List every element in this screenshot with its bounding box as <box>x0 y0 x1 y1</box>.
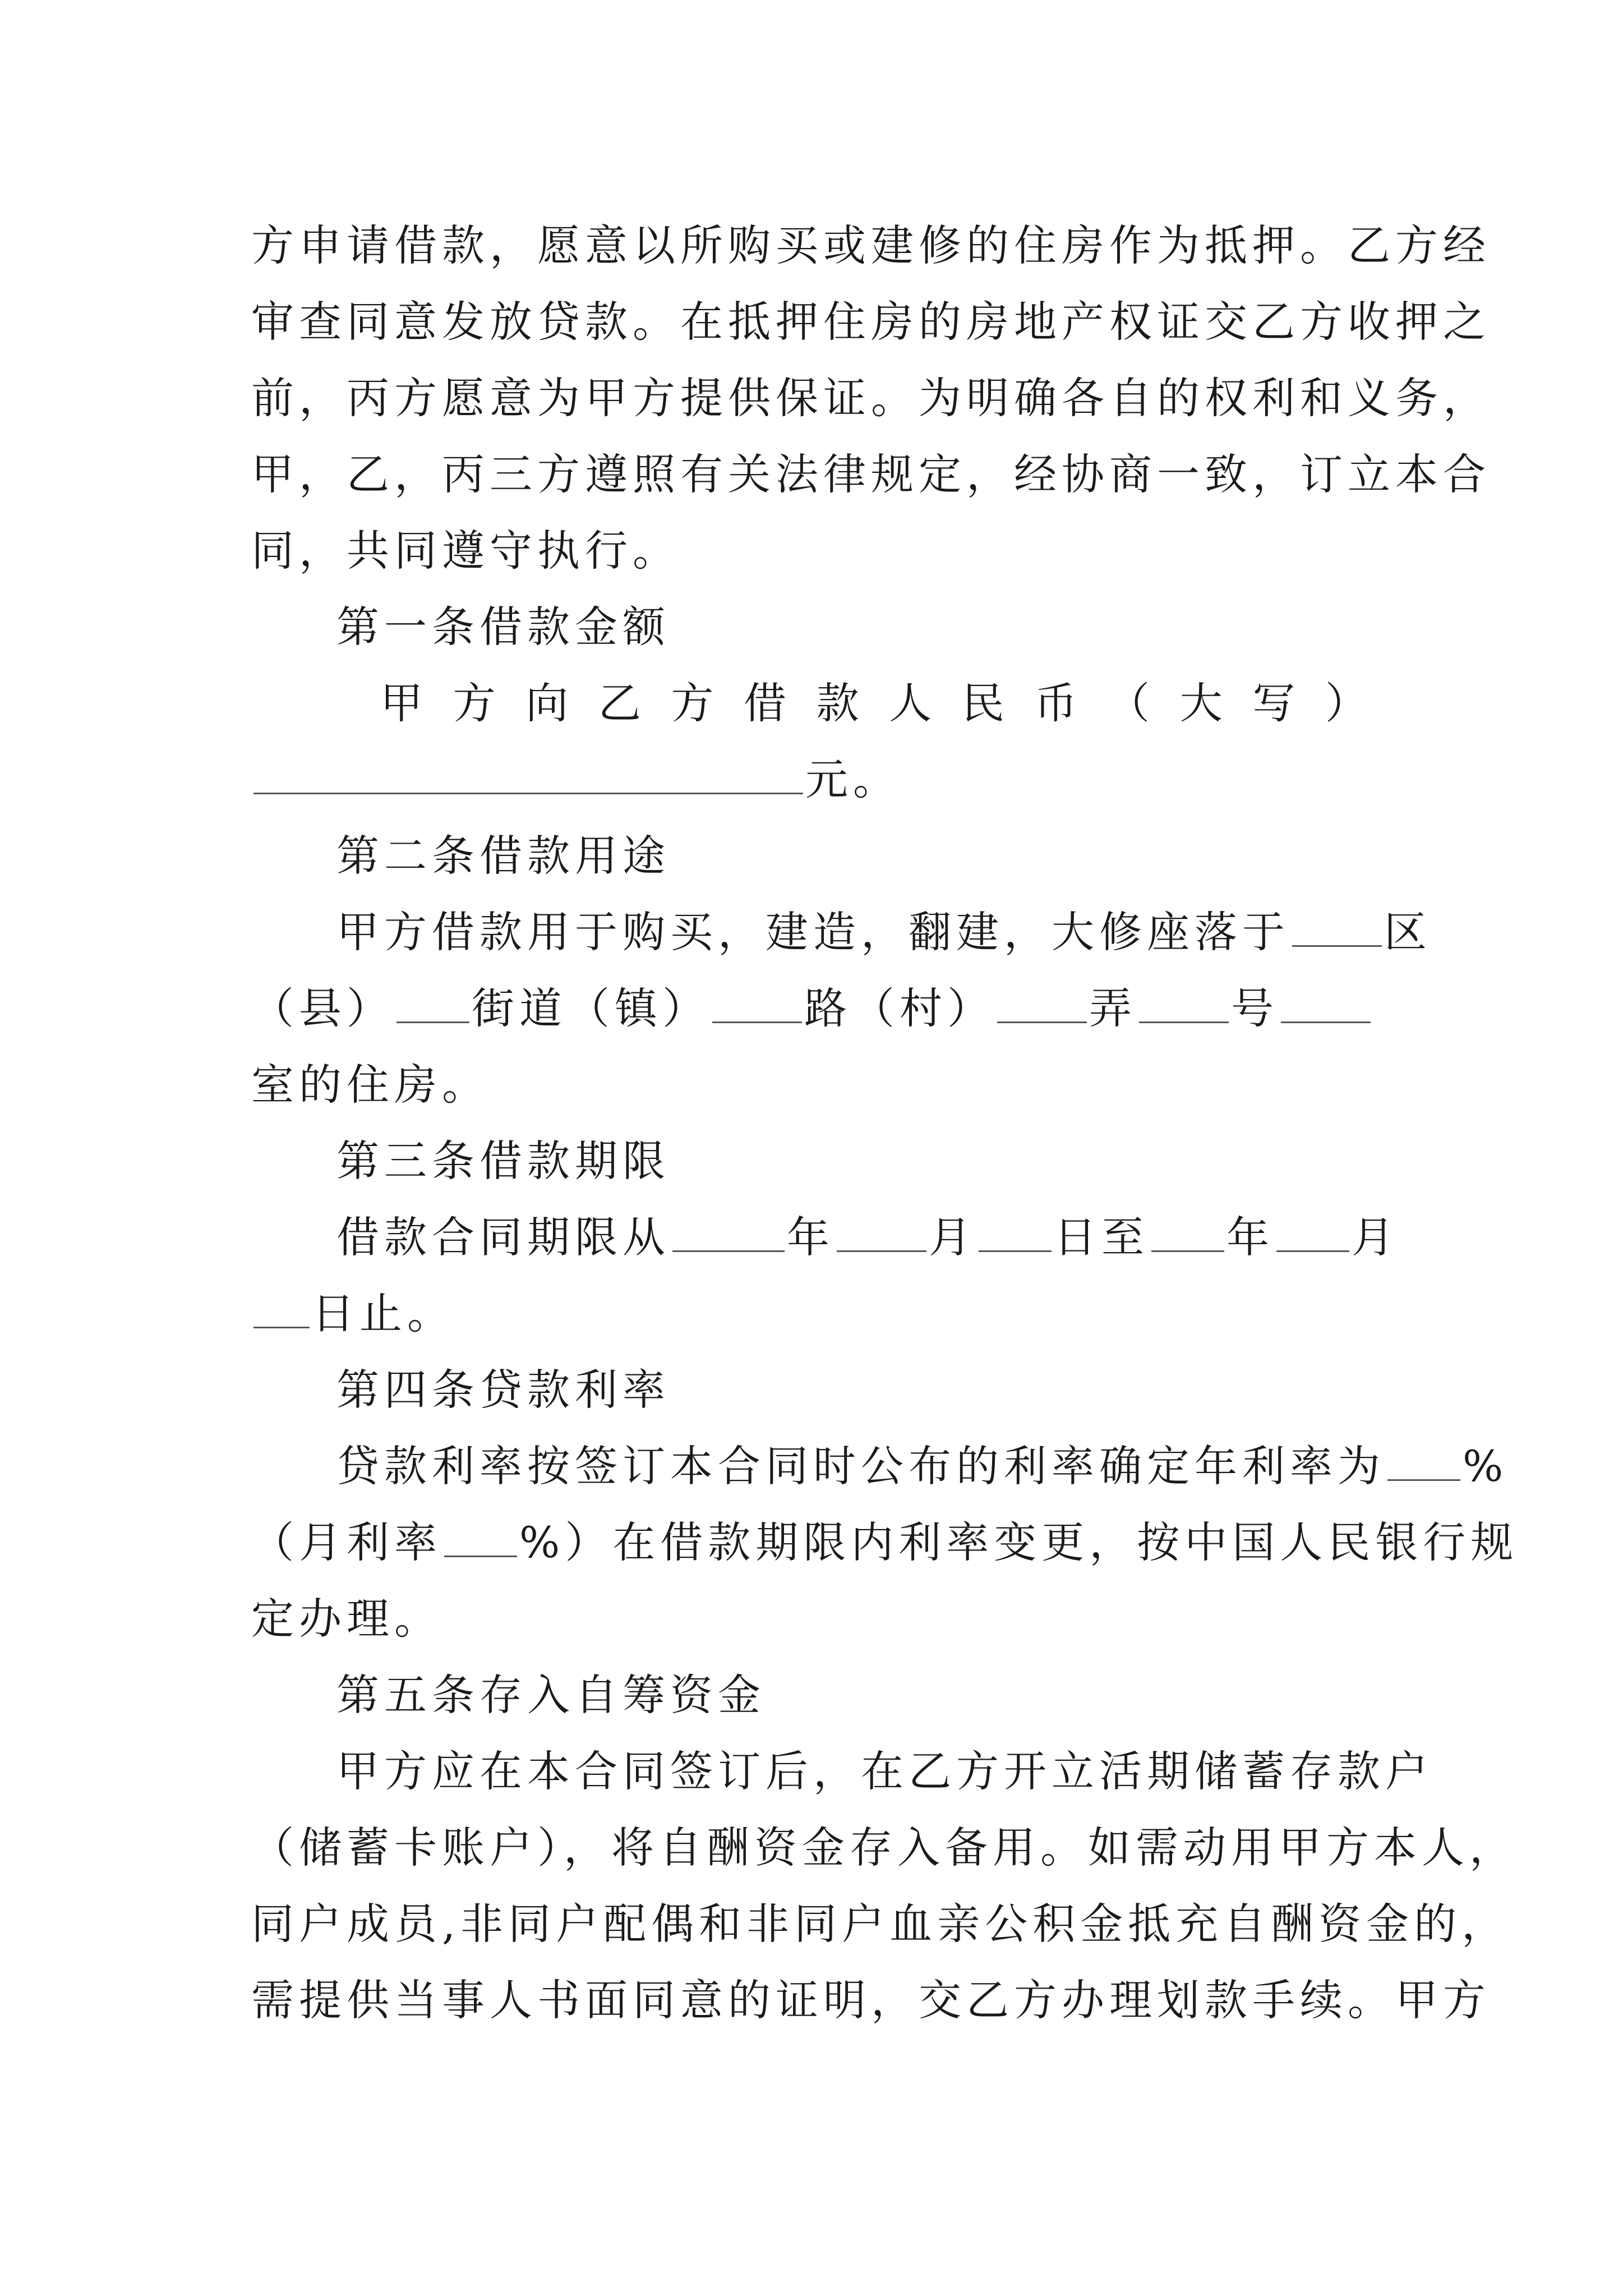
street-blank[interactable] <box>396 982 469 1023</box>
spaced-char: 币 <box>1034 678 1082 728</box>
end-year-blank[interactable] <box>1151 1211 1224 1252</box>
spaced-char: 借 <box>744 678 792 728</box>
text-span: 日至 <box>1054 1212 1149 1262</box>
amount-blank[interactable] <box>253 753 803 794</box>
article-3-text-1 <box>251 1199 1399 1276</box>
lane-blank[interactable] <box>997 982 1087 1023</box>
text-span: 弄 <box>1089 983 1137 1033</box>
article-2-text-2 <box>251 970 1373 1047</box>
article-5-title: 第五条存入自筹资金 <box>336 1670 766 1720</box>
text-span: 路（村） <box>804 983 995 1033</box>
text-span: 甲方借款用于购买，建造，翻建，大修座落于 <box>336 907 1290 957</box>
article-1-amount-line <box>251 742 1373 818</box>
article-3-title: 第三条借款期限 <box>336 1136 670 1186</box>
text-span: 日止。 <box>312 1289 455 1338</box>
article-4-text-1 <box>251 1428 1509 1504</box>
article-3-text-2 <box>251 1276 1373 1352</box>
spaced-char: ） <box>1325 678 1373 728</box>
article-1-title: 第一条借款金额 <box>336 602 670 652</box>
start-month-blank[interactable] <box>837 1211 926 1252</box>
spaced-char: 向 <box>525 678 574 728</box>
text-line: 方申请借款，愿意以所购买或建修的住房作为抵押。乙方经 <box>251 220 1491 270</box>
article-4-text-3: 定办理。 <box>251 1594 442 1644</box>
text-span: 街道（镇） <box>472 983 710 1033</box>
article-2-text-1 <box>251 894 1432 970</box>
spaced-char: 方 <box>671 678 719 728</box>
end-month-blank[interactable] <box>1276 1211 1349 1252</box>
text-span: 贷款利率按签订本合同时公布的利率确定年利率为 <box>336 1441 1385 1491</box>
article-4-text-2 <box>251 1504 1519 1581</box>
start-year-blank[interactable] <box>672 1211 785 1252</box>
text-line: 同，共同遵守执行。 <box>251 526 680 576</box>
road-blank[interactable] <box>712 982 802 1023</box>
amount-suffix: 元。 <box>805 754 901 804</box>
text-span: （县） <box>251 983 394 1033</box>
annual-rate-blank[interactable] <box>1387 1440 1460 1481</box>
article-2-text-3: 室的住房。 <box>251 1060 490 1110</box>
document-body <box>251 208 1519 2039</box>
spaced-char: 人 <box>889 678 937 728</box>
number-blank[interactable] <box>1139 982 1229 1023</box>
monthly-rate-blank[interactable] <box>444 1516 517 1557</box>
article-1-text <box>251 665 1373 742</box>
article-4-title: 第四条贷款利率 <box>336 1365 670 1415</box>
article-5-text-3: 同户成员,非同户配偶和非同户血亲公积金抵充自酬资金的， <box>251 1899 1510 1949</box>
text-span: （月利率 <box>251 1517 442 1567</box>
spaced-char: 方 <box>453 678 501 728</box>
district-blank[interactable] <box>1292 906 1382 947</box>
spaced-char: 写 <box>1252 678 1301 728</box>
end-day-blank[interactable] <box>253 1287 310 1328</box>
text-span: 月 <box>929 1212 976 1262</box>
text-span: 月 <box>1352 1212 1399 1262</box>
start-day-blank[interactable] <box>979 1211 1052 1252</box>
text-span: 号 <box>1231 983 1279 1033</box>
text-span: 区 <box>1384 907 1432 957</box>
text-span: %）在借款期限内利率变更，按中国人民银行规 <box>519 1517 1519 1567</box>
article-2-title: 第二条借款用途 <box>336 831 670 881</box>
text-span: % <box>1463 1441 1509 1491</box>
spaced-char: （ <box>1107 678 1155 728</box>
text-span: 年 <box>1227 1212 1274 1262</box>
spaced-char: 乙 <box>598 678 646 728</box>
spaced-char: 民 <box>961 678 1009 728</box>
spaced-char: 大 <box>1179 678 1228 728</box>
text-line: 前，丙方愿意为甲方提供保证。为明确各自的权利和义务， <box>251 373 1491 423</box>
text-line: 审查同意发放贷款。在抵押住房的房地产权证交乙方收押之 <box>251 297 1491 347</box>
spaced-char: 款 <box>816 678 864 728</box>
spaced-char: 甲 <box>380 678 428 728</box>
text-span: 借款合同期限从 <box>336 1212 670 1262</box>
article-5-text-1: 甲方应在本合同签订后，在乙方开立活期储蓄存款户 <box>336 1746 1433 1796</box>
text-span: 年 <box>787 1212 834 1262</box>
article-5-text-2: （储蓄卡账户），将自酬资金存入备用。如需动用甲方本人， <box>251 1823 1517 1872</box>
text-line: 甲，乙，丙三方遵照有关法律规定，经协商一致，订立本合 <box>251 449 1491 499</box>
article-5-text-4: 需提供当事人书面同意的证明，交乙方办理划款手续。甲方 <box>251 1975 1491 2025</box>
room-blank[interactable] <box>1281 982 1371 1023</box>
